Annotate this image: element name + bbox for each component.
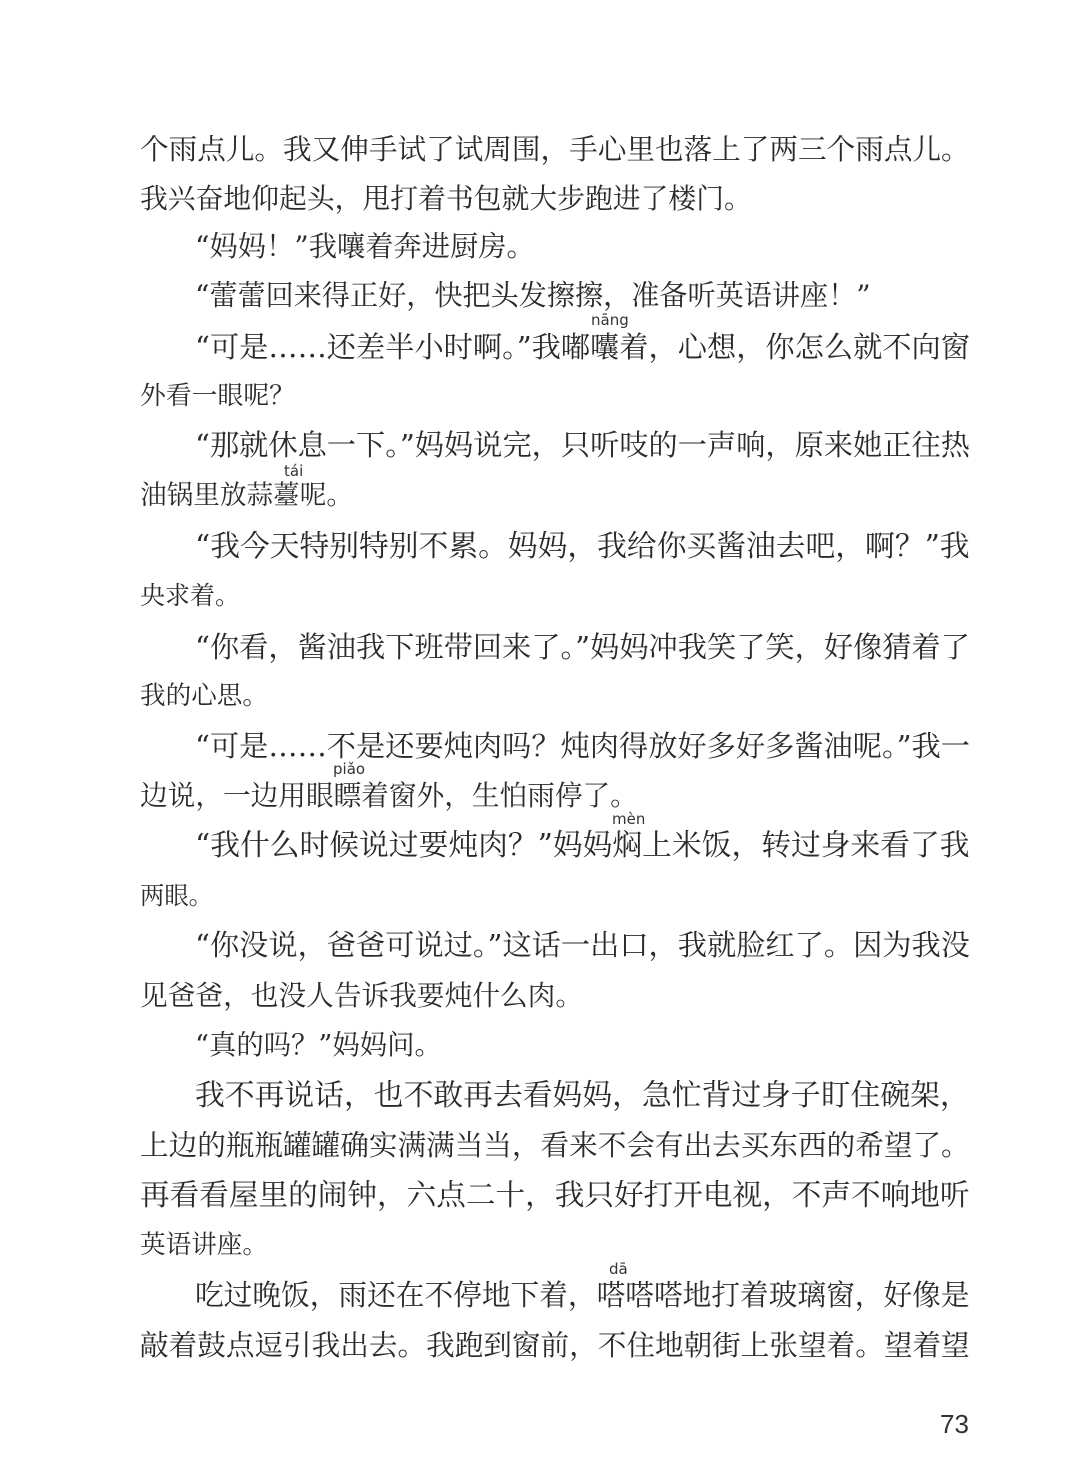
text-line: 我不再说话，也不敢再去看妈妈，急忙背过身子盯住碗架， xyxy=(195,1078,970,1113)
text-line: 上边的瓶瓶罐罐确实满满当当，看来不会有出去买东西的希望了。 xyxy=(140,1128,970,1162)
text-line: 油锅里放蒜薹呢。 xyxy=(140,480,353,511)
pinyin-annotation: dā xyxy=(609,1260,628,1278)
text-line: 再看看屋里的闹钟，六点二十，我只好打开电视，不声不响地听 xyxy=(140,1177,970,1212)
text-line: 个雨点儿。我又伸手试了试周围，手心里也落上了两三个雨点儿。 xyxy=(140,132,970,166)
text-line: “妈妈！”我嚷着奔进厨房。 xyxy=(195,230,535,263)
text-line: 外看一眼呢？ xyxy=(140,381,295,411)
text-line: “你没说，爸爸可说过。”这话一出口，我就脸红了。因为我没 xyxy=(195,928,970,962)
text-line: 我兴奋地仰起头，甩打着书包就大步跑进了楼门。 xyxy=(140,182,752,215)
text-line: “你看，酱油我下班带回来了。”妈妈冲我笑了笑，好像猜着了 xyxy=(195,630,970,664)
text-line: 边说，一边用眼瞟着窗外，生怕雨停了。 xyxy=(140,779,638,812)
pinyin-annotation: piǎo xyxy=(333,760,366,778)
text-line: 我的心思。 xyxy=(140,681,268,711)
pinyin-annotation: nāng xyxy=(591,311,629,329)
pinyin-annotation: mèn xyxy=(612,810,646,828)
text-line: “蕾蕾回来得正好，快把头发擦擦，准备听英语讲座！” xyxy=(195,279,871,312)
text-line: “那就休息一下。”妈妈说完，只听吱的一声响，原来她正往热 xyxy=(195,428,970,462)
text-line: “可是……不是还要炖肉吗？炖肉得放好多好多酱油呢。”我一 xyxy=(195,729,970,763)
text-line: 见爸爸，也没人告诉我要炖什么肉。 xyxy=(140,979,584,1012)
text-line: 两眼。 xyxy=(140,881,213,910)
text-line: 敲着鼓点逗引我出去。我跑到窗前，不住地朝街上张望着。望着望 xyxy=(140,1328,970,1362)
pinyin-annotation: tái xyxy=(284,462,304,480)
text-line: “我什么时候说过要炖肉？”妈妈焖上米饭，转过身来看了我 xyxy=(195,828,970,863)
text-line: “我今天特别特别不累。妈妈，我给你买酱油去吧，啊？”我 xyxy=(195,529,970,564)
text-line: 吃过晚饭，雨还在不停地下着，嗒嗒嗒地打着玻璃窗，好像是 xyxy=(195,1278,970,1312)
text-line: 英语讲座。 xyxy=(140,1230,268,1260)
text-line: “可是……还差半小时啊。”我嘟囔着，心想，你怎么就不向窗 xyxy=(195,330,970,364)
text-line: “真的吗？”妈妈问。 xyxy=(195,1030,442,1061)
page-number: 73 xyxy=(940,1409,969,1439)
text-line: 央求着。 xyxy=(140,581,241,610)
